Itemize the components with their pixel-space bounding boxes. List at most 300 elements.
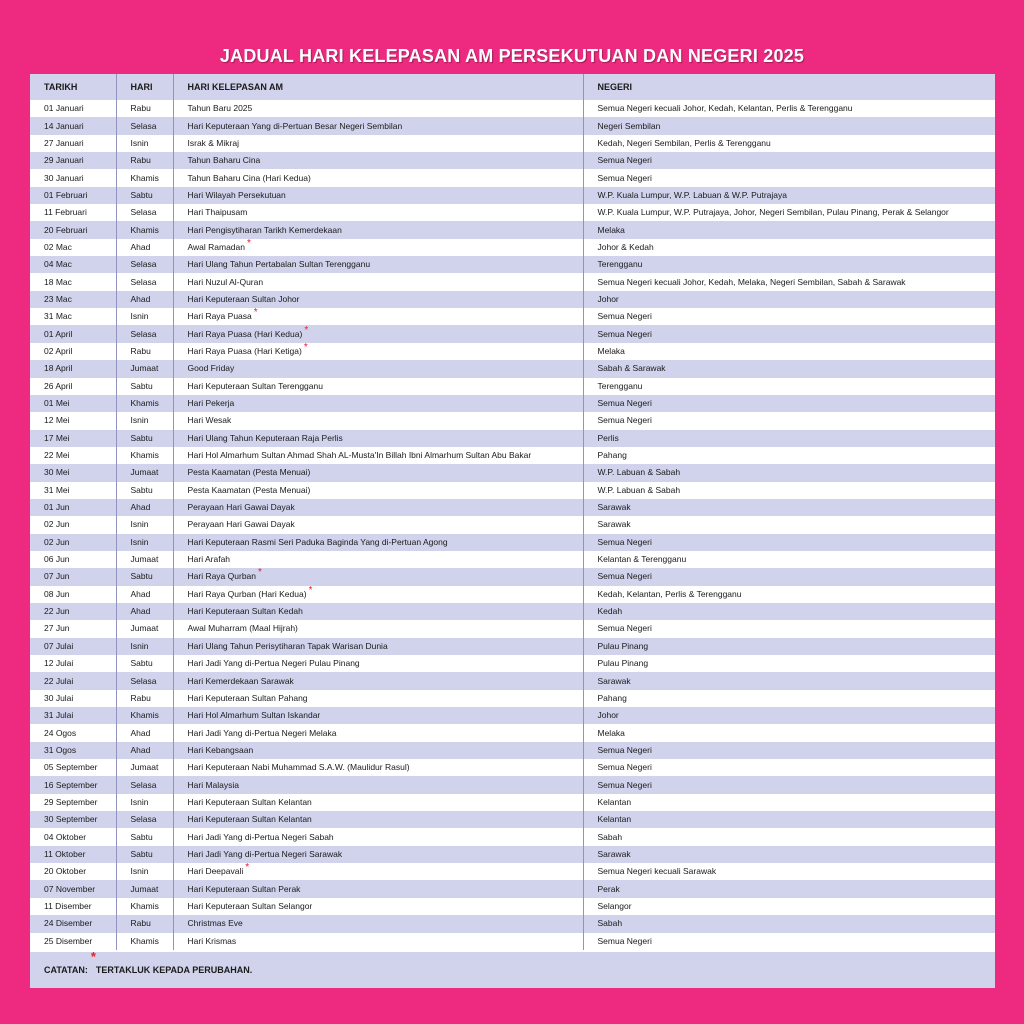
cell-day-text: Isnin — [130, 640, 149, 651]
cell-date-text: 04 Mac — [44, 259, 72, 270]
table-row — [30, 846, 995, 863]
table-body — [30, 100, 995, 950]
cell-states-text: Kelantan — [597, 796, 632, 807]
cell-states-text: Semua Negeri — [597, 935, 652, 946]
cell-date-text: 07 November — [44, 883, 96, 894]
cell-date — [30, 655, 116, 672]
cell-date — [30, 742, 116, 759]
cell-states — [583, 204, 995, 221]
cell-day-text: Rabu — [130, 918, 151, 929]
cell-states-text: Sarawak — [597, 502, 631, 513]
cell-holiday — [173, 620, 583, 637]
cell-day-text: Ahad — [130, 727, 151, 738]
cell-date-text: 01 Februari — [44, 189, 88, 200]
cell-states-text: Semua Negeri — [597, 155, 652, 166]
cell-states-text: Selangor — [597, 900, 632, 911]
cell-day-text: Khamis — [130, 172, 159, 183]
cell-day-text: Rabu — [130, 103, 151, 114]
table-row — [30, 724, 995, 741]
cell-holiday — [173, 499, 583, 516]
table-row — [30, 534, 995, 551]
cell-date — [30, 880, 116, 897]
cell-day-text: Khamis — [130, 398, 159, 409]
asterisk-marker: * — [245, 863, 250, 874]
cell-day — [116, 516, 173, 533]
cell-day-text: Sabtu — [130, 380, 153, 391]
table-row — [30, 655, 995, 672]
cell-states-text: Semua Negeri kecuali Johor, Kedah, Kelantan, Perlis & Terengganu — [597, 103, 853, 114]
cell-holiday-text: Hari Keputeraan Sultan Perak — [187, 883, 301, 894]
cell-states-text: Pahang — [597, 692, 627, 703]
cell-holiday-text: Hari Keputeraan Sultan Terengganu — [187, 380, 323, 391]
cell-day — [116, 603, 173, 620]
cell-day-text: Ahad — [130, 588, 151, 599]
asterisk-marker: * — [90, 949, 96, 964]
cell-holiday — [173, 117, 583, 134]
cell-date — [30, 412, 116, 429]
cell-states — [583, 880, 995, 897]
cell-date — [30, 117, 116, 134]
cell-day-text: Jumaat — [130, 623, 159, 634]
cell-date-text: 30 September — [44, 814, 98, 825]
cell-states — [583, 672, 995, 689]
cell-day-text: Sabtu — [130, 432, 153, 443]
cell-holiday-text: Tahun Baharu Cina (Hari Kedua) — [187, 172, 311, 183]
cell-holiday-text: Hari Pekerja — [187, 398, 235, 409]
cell-day-text: Isnin — [130, 866, 149, 877]
cell-holiday-text: Hari Keputeraan Sultan Johor — [187, 293, 300, 304]
cell-date-text: 08 Jun — [44, 588, 70, 599]
cell-states — [583, 187, 995, 204]
cell-date — [30, 395, 116, 412]
table-row — [30, 152, 995, 169]
cell-states — [583, 100, 995, 117]
cell-day-text: Selasa — [130, 779, 157, 790]
cell-date-text: 01 April — [44, 328, 73, 339]
cell-holiday — [173, 273, 583, 290]
cell-holiday-text: Hari Wilayah Persekutuan — [187, 189, 286, 200]
cell-date — [30, 464, 116, 481]
cell-day-text: Selasa — [130, 814, 157, 825]
cell-states — [583, 135, 995, 152]
cell-holiday-text: Hari Kebangsaan — [187, 744, 254, 755]
cell-holiday-text: Hari Ulang Tahun Keputeraan Raja Perlis — [187, 432, 343, 443]
cell-day — [116, 690, 173, 707]
cell-date-text: 16 September — [44, 779, 98, 790]
cell-states-text: Melaka — [597, 727, 625, 738]
cell-day — [116, 430, 173, 447]
cell-holiday-text: Hari Jadi Yang di-Pertua Negeri Sarawak — [187, 848, 343, 859]
cell-day — [116, 343, 173, 360]
cell-states — [583, 551, 995, 568]
table-row — [30, 499, 995, 516]
cell-day — [116, 620, 173, 637]
cell-holiday-text: Hari Hol Almarhum Sultan Ahmad Shah AL-Musta'In Billah Ibni Almarhum Sultan Abu Bakar — [187, 450, 532, 461]
cell-states — [583, 152, 995, 169]
cell-date — [30, 325, 116, 342]
cell-states — [583, 811, 995, 828]
cell-holiday — [173, 638, 583, 655]
cell-holiday — [173, 690, 583, 707]
cell-date — [30, 759, 116, 776]
cell-states — [583, 846, 995, 863]
cell-date — [30, 499, 116, 516]
cell-date — [30, 169, 116, 186]
cell-day — [116, 880, 173, 897]
table-row — [30, 568, 995, 585]
cell-states-text: Kelantan & Terengganu — [597, 554, 687, 565]
cell-holiday — [173, 880, 583, 897]
cell-day-text: Ahad — [130, 502, 151, 513]
cell-day-text: Sabtu — [130, 658, 153, 669]
cell-day-text: Khamis — [130, 900, 159, 911]
cell-states — [583, 273, 995, 290]
cell-day-text: Isnin — [130, 536, 149, 547]
cell-day — [116, 221, 173, 238]
column-header-states: NEGERI — [597, 82, 633, 92]
cell-day — [116, 169, 173, 186]
cell-day — [116, 482, 173, 499]
cell-date — [30, 221, 116, 238]
cell-day — [116, 724, 173, 741]
table-row — [30, 811, 995, 828]
footer-note — [30, 949, 995, 988]
cell-states-text: Perlis — [597, 432, 619, 443]
cell-states — [583, 828, 995, 845]
table-row — [30, 273, 995, 290]
footer-label: CATATAN: — [44, 965, 88, 975]
cell-date — [30, 187, 116, 204]
cell-holiday — [173, 239, 583, 256]
cell-holiday-text: Christmas Eve — [187, 918, 243, 929]
cell-holiday — [173, 759, 583, 776]
cell-day — [116, 325, 173, 342]
cell-date-text: 18 April — [44, 363, 73, 374]
cell-states — [583, 724, 995, 741]
cell-states-text: Pulau Pinang — [597, 640, 649, 651]
cell-day — [116, 898, 173, 915]
cell-states-text: Sarawak — [597, 675, 631, 686]
cell-holiday — [173, 603, 583, 620]
table-row — [30, 794, 995, 811]
cell-date-text: 02 Jun — [44, 519, 70, 530]
table-row — [30, 464, 995, 481]
cell-holiday — [173, 863, 583, 880]
table-row — [30, 325, 995, 342]
cell-holiday-text: Hari Ulang Tahun Pertabalan Sultan Terengganu — [187, 259, 371, 270]
cell-day — [116, 586, 173, 603]
cell-date-text: 07 Julai — [44, 640, 74, 651]
cell-states-text: Melaka — [597, 345, 625, 356]
cell-date-text: 30 Januari — [44, 172, 84, 183]
cell-holiday — [173, 412, 583, 429]
cell-day-text: Khamis — [130, 710, 159, 721]
cell-date — [30, 846, 116, 863]
cell-date — [30, 308, 116, 325]
cell-date — [30, 672, 116, 689]
cell-day-text: Sabtu — [130, 484, 153, 495]
cell-day-text: Isnin — [130, 796, 149, 807]
cell-date-text: 25 Disember — [44, 935, 93, 946]
cell-holiday — [173, 430, 583, 447]
cell-date-text: 20 Oktober — [44, 866, 87, 877]
cell-states-text: Semua Negeri — [597, 744, 652, 755]
table-row — [30, 395, 995, 412]
cell-day — [116, 759, 173, 776]
table-row — [30, 707, 995, 724]
cell-day-text: Khamis — [130, 935, 159, 946]
table-row — [30, 378, 995, 395]
cell-holiday — [173, 794, 583, 811]
cell-states — [583, 291, 995, 308]
cell-states-text: Semua Negeri — [597, 536, 652, 547]
cell-day-text: Rabu — [130, 155, 151, 166]
cell-states-text: Semua Negeri — [597, 398, 652, 409]
cell-holiday-text: Hari Deepavali — [187, 866, 244, 877]
asterisk-marker: * — [258, 568, 262, 579]
cell-states — [583, 603, 995, 620]
cell-date-text: 31 Julai — [44, 710, 74, 721]
cell-states — [583, 395, 995, 412]
column-header-date: TARIKH — [30, 74, 116, 100]
cell-day-text: Isnin — [130, 137, 149, 148]
cell-states — [583, 464, 995, 481]
cell-states — [583, 915, 995, 932]
cell-states-text: Johor — [597, 293, 619, 304]
cell-states — [583, 568, 995, 585]
table-row — [30, 482, 995, 499]
cell-holiday-text: Hari Raya Puasa (Hari Ketiga) — [187, 345, 302, 356]
cell-day-text: Ahad — [130, 293, 151, 304]
table-row — [30, 863, 995, 880]
cell-holiday-text: Hari Raya Puasa (Hari Kedua) — [187, 328, 303, 339]
table-row — [30, 620, 995, 637]
cell-states — [583, 516, 995, 533]
cell-day-text: Sabtu — [130, 571, 153, 582]
cell-date-text: 22 Jun — [44, 606, 70, 617]
cell-day-text: Isnin — [130, 311, 149, 322]
table-row — [30, 343, 995, 360]
cell-date — [30, 933, 116, 950]
cell-date — [30, 690, 116, 707]
cell-states — [583, 308, 995, 325]
cell-holiday-text: Hari Raya Qurban (Hari Kedua) — [187, 588, 307, 599]
cell-holiday — [173, 152, 583, 169]
cell-holiday-text: Hari Kemerdekaan Sarawak — [187, 675, 294, 686]
cell-holiday-text: Hari Keputeraan Rasmi Seri Paduka Baginda Yang di-Pertuan Agong — [187, 536, 448, 547]
table-row — [30, 308, 995, 325]
table-row — [30, 690, 995, 707]
cell-holiday — [173, 742, 583, 759]
cell-holiday-text: Hari Keputeraan Sultan Kedah — [187, 606, 303, 617]
cell-holiday-text: Hari Malaysia — [187, 779, 239, 790]
table-row — [30, 759, 995, 776]
cell-holiday — [173, 568, 583, 585]
cell-date — [30, 343, 116, 360]
table-row — [30, 880, 995, 897]
cell-states-text: Johor — [597, 710, 619, 721]
cell-date — [30, 516, 116, 533]
cell-holiday-text: Pesta Kaamatan (Pesta Menuai) — [187, 484, 311, 495]
cell-states-text: Sarawak — [597, 848, 631, 859]
cell-states — [583, 360, 995, 377]
page-title: JADUAL HARI KELEPASAN AM PERSEKUTUAN DAN NEGERI 2025 — [219, 46, 805, 66]
table-row — [30, 256, 995, 273]
cell-states — [583, 742, 995, 759]
table-row — [30, 742, 995, 759]
cell-states — [583, 863, 995, 880]
cell-states — [583, 534, 995, 551]
cell-date — [30, 898, 116, 915]
cell-date-text: 07 Jun — [44, 571, 70, 582]
cell-states-text: Kedah, Negeri Sembilan, Perlis & Terengganu — [597, 137, 771, 148]
cell-day — [116, 915, 173, 932]
cell-date-text: 01 Jun — [44, 502, 70, 513]
cell-day-text: Jumaat — [130, 363, 159, 374]
cell-date-text: 02 April — [44, 345, 73, 356]
cell-states — [583, 586, 995, 603]
cell-holiday — [173, 828, 583, 845]
cell-states-text: Johor & Kedah — [597, 241, 654, 252]
cell-day — [116, 117, 173, 134]
cell-holiday-text: Hari Keputeraan Sultan Pahang — [187, 692, 308, 703]
cell-holiday-text: Hari Ulang Tahun Perisytiharan Tapak Warisan Dunia — [187, 640, 388, 651]
cell-holiday-text: Hari Keputeraan Sultan Kelantan — [187, 796, 312, 807]
cell-states-text: Semua Negeri — [597, 623, 652, 634]
cell-states — [583, 239, 995, 256]
cell-holiday — [173, 135, 583, 152]
cell-date-text: 18 Mac — [44, 276, 72, 287]
table-row — [30, 447, 995, 464]
cell-day-text: Sabtu — [130, 848, 153, 859]
cell-states — [583, 759, 995, 776]
cell-holiday — [173, 187, 583, 204]
asterisk-marker: * — [304, 325, 309, 336]
cell-day — [116, 811, 173, 828]
cell-states-text: Semua Negeri — [597, 415, 652, 426]
table-row — [30, 430, 995, 447]
cell-states — [583, 343, 995, 360]
cell-day-text: Jumaat — [130, 467, 159, 478]
cell-date — [30, 776, 116, 793]
cell-states — [583, 482, 995, 499]
cell-states-text: Sabah — [597, 918, 623, 929]
cell-day-text: Selasa — [130, 120, 157, 131]
cell-states-text: Pahang — [597, 450, 627, 461]
cell-states — [583, 256, 995, 273]
table-row — [30, 100, 995, 117]
cell-date-text: 31 Mei — [44, 484, 70, 495]
cell-date — [30, 273, 116, 290]
cell-holiday — [173, 447, 583, 464]
cell-date-text: 27 Januari — [44, 137, 84, 148]
cell-holiday — [173, 325, 583, 342]
table-row — [30, 776, 995, 793]
cell-day — [116, 308, 173, 325]
cell-date — [30, 378, 116, 395]
cell-day-text: Isnin — [130, 415, 149, 426]
cell-day — [116, 291, 173, 308]
cell-date-text: 11 Februari — [44, 207, 87, 218]
table-row — [30, 187, 995, 204]
asterisk-marker: * — [303, 342, 308, 353]
cell-holiday — [173, 551, 583, 568]
cell-states — [583, 776, 995, 793]
cell-states — [583, 690, 995, 707]
cell-states-text: Melaka — [597, 224, 625, 235]
cell-date-text: 22 Mei — [44, 450, 70, 461]
table-header-row — [30, 74, 995, 100]
cell-date-text: 06 Jun — [44, 554, 70, 565]
cell-date-text: 11 Disember — [44, 900, 92, 911]
cell-holiday — [173, 516, 583, 533]
cell-date-text: 29 Januari — [44, 155, 84, 166]
table-row — [30, 135, 995, 152]
cell-states-text: Sarawak — [597, 519, 631, 530]
cell-day-text: Khamis — [130, 224, 159, 235]
cell-date-text: 24 Disember — [44, 918, 93, 929]
cell-date-text: 01 Januari — [44, 103, 84, 114]
cell-day-text: Sabtu — [130, 189, 153, 200]
cell-day — [116, 100, 173, 117]
cell-holiday — [173, 672, 583, 689]
cell-date-text: 26 April — [44, 380, 73, 391]
cell-day-text: Selasa — [130, 259, 157, 270]
table-row — [30, 638, 995, 655]
cell-holiday — [173, 360, 583, 377]
cell-day — [116, 378, 173, 395]
table-row — [30, 915, 995, 932]
table-row — [30, 169, 995, 186]
cell-states — [583, 707, 995, 724]
cell-holiday — [173, 846, 583, 863]
cell-day-text: Rabu — [130, 345, 151, 356]
cell-holiday — [173, 724, 583, 741]
cell-states-text: Pulau Pinang — [597, 658, 649, 669]
cell-holiday — [173, 343, 583, 360]
cell-day — [116, 863, 173, 880]
cell-day — [116, 360, 173, 377]
cell-holiday-text: Hari Pengisytiharan Tarikh Kemerdekaan — [187, 224, 342, 235]
cell-date — [30, 724, 116, 741]
cell-day — [116, 412, 173, 429]
cell-date-text: 12 Mei — [44, 415, 70, 426]
cell-holiday — [173, 256, 583, 273]
cell-day-text: Ahad — [130, 744, 151, 755]
cell-holiday — [173, 221, 583, 238]
cell-day-text: Ahad — [130, 241, 151, 252]
cell-date — [30, 794, 116, 811]
cell-date-text: 23 Mac — [44, 293, 72, 304]
cell-states — [583, 898, 995, 915]
cell-holiday-text: Hari Wesak — [187, 415, 232, 426]
holiday-table — [30, 74, 995, 950]
cell-states-text: Semua Negeri kecuali Sarawak — [597, 866, 717, 877]
cell-states — [583, 325, 995, 342]
cell-day-text: Jumaat — [130, 554, 159, 565]
cell-holiday — [173, 308, 583, 325]
cell-date — [30, 568, 116, 585]
cell-date-text: 30 Mei — [44, 467, 70, 478]
cell-day — [116, 256, 173, 273]
cell-states-text: W.P. Labuan & Sabah — [597, 467, 681, 478]
cell-day-text: Selasa — [130, 276, 157, 287]
cell-date — [30, 586, 116, 603]
cell-date — [30, 204, 116, 221]
cell-states-text: Semua Negeri — [597, 779, 652, 790]
cell-holiday-text: Awal Ramadan — [187, 241, 245, 252]
cell-holiday-text: Hari Keputeraan Nabi Muhammad S.A.W. (Maulidur Rasul) — [187, 762, 410, 773]
